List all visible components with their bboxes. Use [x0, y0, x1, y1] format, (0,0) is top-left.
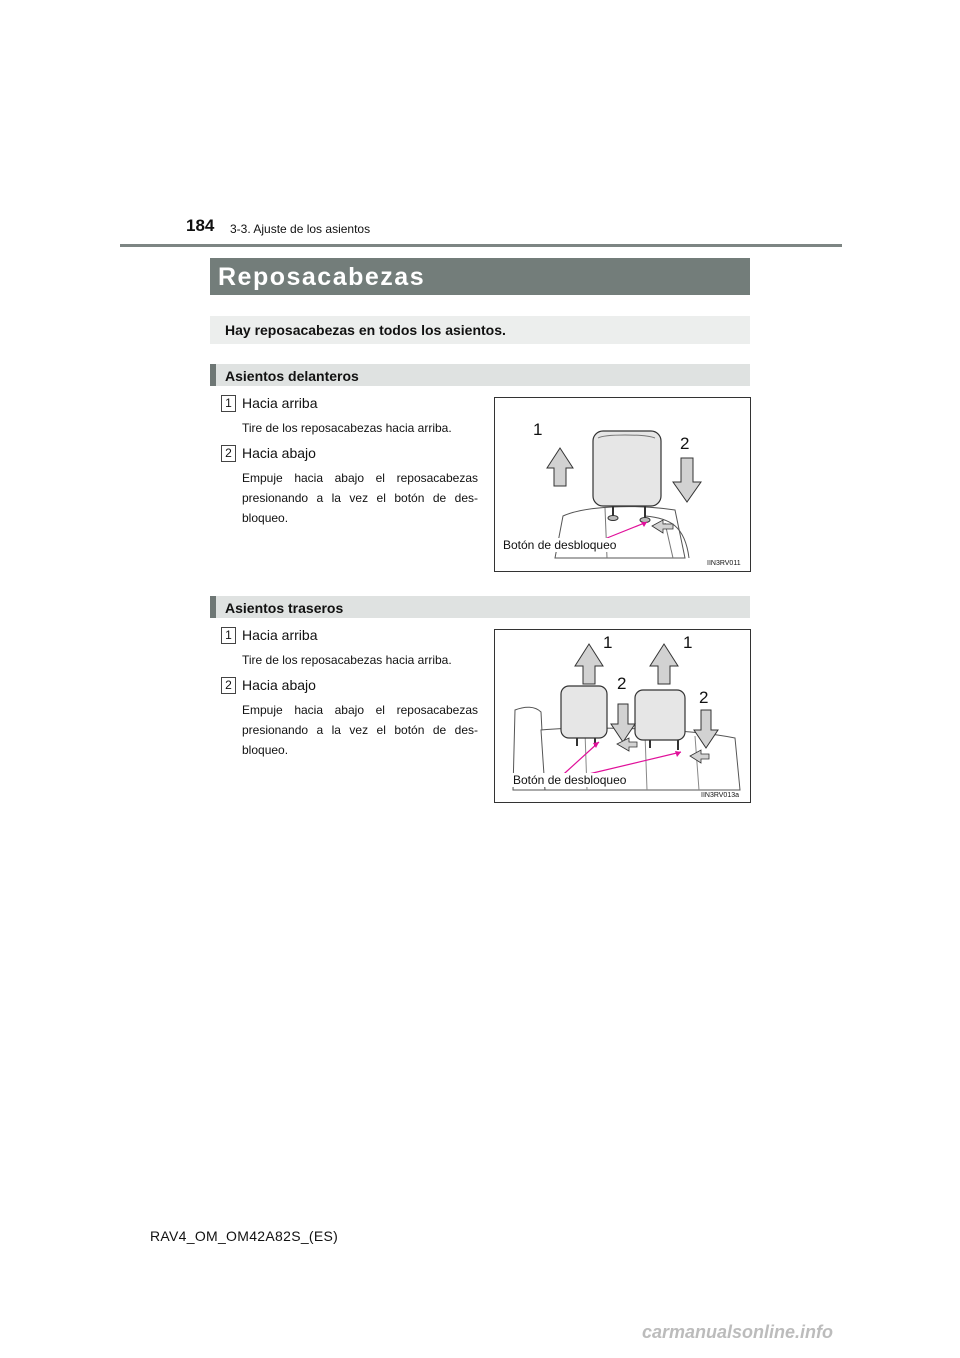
front-figure-num-2: 2 [680, 434, 690, 453]
rear-headrest-figure [494, 629, 751, 803]
front-item-1-desc: Tire de los reposacabezas hacia arriba. [242, 421, 452, 435]
front-figure-num-1: 1 [533, 420, 543, 439]
front-figure-label: Botón de desbloqueo [503, 538, 617, 552]
rear-seats-heading [210, 596, 750, 618]
rear-figure-label: Botón de desbloqueo [513, 773, 627, 787]
header-rule [120, 244, 842, 247]
intro-text: Hay reposacabezas en todos los asientos. [225, 322, 506, 338]
rear-item-1-desc: Tire de los reposacabezas hacia arriba. [242, 653, 452, 667]
front-seats-heading-text: Asientos delanteros [225, 368, 359, 384]
rear-item-2-desc: Empuje hacia abajo el reposacabezas presionando a la vez el botón de desbloqueo. [242, 703, 478, 757]
front-headrest-figure [494, 397, 751, 572]
rear-item-1-badge: 1 [221, 627, 236, 644]
rear-seats-heading-text: Asientos traseros [225, 600, 344, 616]
rear-item-2-title: Hacia abajo [242, 677, 316, 693]
rear-figure-num-2a: 2 [617, 674, 627, 693]
page-number: 184 [186, 216, 215, 235]
intro-box [210, 316, 750, 344]
title-bar [210, 258, 750, 295]
watermark: carmanualsonline.info [642, 1322, 834, 1342]
front-item-1-badge: 1 [221, 395, 236, 412]
rear-figure-code: IIN3RV013a [701, 792, 740, 799]
rear-item-1-title: Hacia arriba [242, 627, 318, 643]
rear-figure-num-2b: 2 [699, 688, 709, 707]
page-title: Reposacabezas [218, 263, 426, 291]
front-seats-heading [210, 364, 750, 386]
front-item-2-desc: Empuje hacia abajo el reposacabezas presionando a la vez el botón de desbloqueo. [242, 471, 478, 525]
front-item-1-title: Hacia arriba [242, 395, 318, 411]
front-item-2-title: Hacia abajo [242, 445, 316, 461]
rear-item-2-badge: 2 [221, 677, 236, 694]
front-figure-code: IIN3RV011 [707, 560, 741, 567]
rear-figure-num-1a: 1 [603, 633, 613, 652]
front-item-2-badge: 2 [221, 445, 236, 462]
section-label: 3-3. Ajuste de los asientos [230, 222, 371, 236]
footer-model-code: RAV4_OM_OM42A82S_(ES) [150, 1228, 339, 1244]
rear-figure-num-1b: 1 [683, 633, 693, 652]
